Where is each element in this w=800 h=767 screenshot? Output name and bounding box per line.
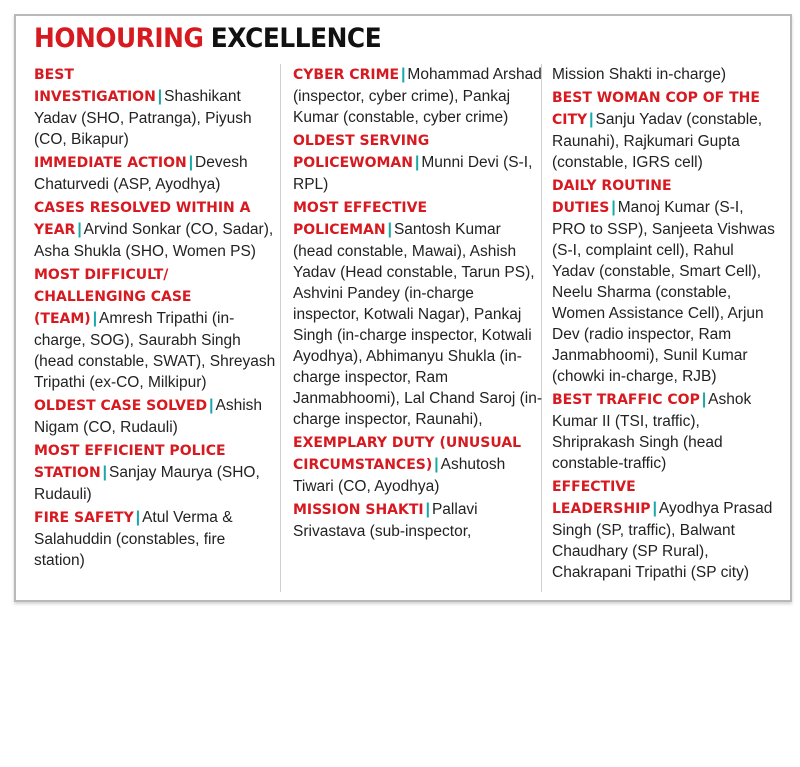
award-entry <box>552 87 780 173</box>
award-recipients: Shashikant Yadav (SHO, Patranga), Piyush (CO, Bikapur) <box>34 88 252 148</box>
award-category: FIRE SAFETY <box>34 510 134 526</box>
award-entry <box>293 64 543 128</box>
award-recipients: Munni Devi (S-I, RPL) <box>293 154 533 193</box>
separator-bar: | <box>387 221 392 238</box>
award-category: EXEMPLARY DUTY (UNUSUAL CIRCUMSTANCES) <box>293 435 522 473</box>
award-recipients: Atul Verma & Salahuddin (constables, fire station) <box>34 509 233 569</box>
separator-bar: | <box>157 88 163 105</box>
separator-bar: | <box>425 501 430 518</box>
page-title <box>34 22 381 56</box>
separator-bar: | <box>188 154 194 171</box>
award-recipients: Sanju Yadav (constable, Raunahi), Rajkumari Gupta (constable, IGRS cell) <box>552 111 763 171</box>
awards-column-3 <box>552 64 780 585</box>
awards-column-2 <box>293 64 543 544</box>
award-entry <box>293 197 543 430</box>
award-entry <box>34 264 280 393</box>
separator-bar: | <box>102 464 108 481</box>
award-recipients: Ashok Kumar II (TSI, traffic), Shriprakash Singh (head constable-traffic) <box>552 391 752 472</box>
award-recipients: Ashutosh Tiwari (CO, Ayodhya) <box>293 456 506 495</box>
infographic-panel <box>14 14 792 602</box>
award-category: MOST DIFFICULT/ CHALLENGING CASE (TEAM) <box>34 267 192 327</box>
award-entry <box>293 499 543 542</box>
award-recipients: Mohammad Arshad (inspector, cyber crime), Pankaj Kumar (constable, cyber crime) <box>293 66 542 126</box>
award-category: IMMEDIATE ACTION <box>34 155 187 171</box>
column-divider <box>280 64 281 592</box>
separator-bar: | <box>92 310 98 327</box>
separator-bar: | <box>434 456 439 473</box>
award-entry <box>34 507 280 571</box>
award-entry <box>34 64 280 150</box>
awards-column-1 <box>34 64 280 573</box>
separator-bar: | <box>701 391 707 408</box>
title-part-excellence: EXCELLENCE <box>210 23 382 54</box>
award-entry <box>34 197 280 262</box>
award-entry <box>34 152 280 195</box>
award-entry <box>34 395 280 438</box>
award-entry <box>552 64 780 85</box>
award-category: BEST TRAFFIC COP <box>552 392 700 408</box>
separator-bar: | <box>589 111 594 128</box>
award-recipients: Sanjay Maurya (SHO, Rudauli) <box>34 464 260 503</box>
award-category: OLDEST SERVING POLICEWOMAN <box>293 133 430 171</box>
separator-bar: | <box>414 154 420 171</box>
award-recipients: Mission Shakti in-charge) <box>552 66 727 83</box>
award-category: CASES RESOLVED WITHIN A YEAR <box>34 200 251 238</box>
separator-bar: | <box>611 199 616 216</box>
title-part-honouring: HONOURING <box>34 23 204 54</box>
award-category: BEST WOMAN COP OF THE CITY <box>552 90 760 128</box>
separator-bar: | <box>401 66 406 83</box>
award-entry <box>293 432 543 497</box>
award-entry <box>552 389 780 474</box>
award-category: EFFECTIVE LEADERSHIP <box>552 479 651 517</box>
award-category: OLDEST CASE SOLVED <box>34 398 208 414</box>
award-recipients: Amresh Tripathi (in-charge, SOG), Saurabh Singh (head constable, SWAT), Shreyash Tripathi (ex-CO, Milkipur) <box>34 310 276 391</box>
separator-bar: | <box>77 221 82 238</box>
award-category: MOST EFFECTIVE POLICEMAN <box>293 200 428 238</box>
award-recipients: Ayodhya Prasad Singh (SP, traffic), Balwant Chaudhary (SP Rural), Chakrapani Tripathi (SP city) <box>552 500 773 581</box>
separator-bar: | <box>652 500 657 517</box>
award-recipients: Ashish Nigam (CO, Rudauli) <box>34 397 263 436</box>
award-recipients: Arvind Sonkar (CO, Sadar), Asha Shukla (SHO, Women PS) <box>34 221 274 260</box>
award-recipients: Devesh Chaturvedi (ASP, Ayodhya) <box>34 154 248 193</box>
award-category: CYBER CRIME <box>293 67 400 83</box>
award-entry <box>552 175 780 387</box>
separator-bar: | <box>135 509 141 526</box>
award-entry <box>34 440 280 505</box>
award-recipients: Pallavi Srivastava (sub-inspector, <box>293 501 478 540</box>
award-entry <box>293 130 543 195</box>
award-entry <box>552 476 780 583</box>
award-category: MISSION SHAKTI <box>293 502 424 518</box>
award-category: BEST INVESTIGATION <box>34 67 156 105</box>
award-recipients: Manoj Kumar (S-I, PRO to SSP), Sanjeeta Vishwas (S-I, complaint cell), Rahul Yadav (constable, Smart Cell), Neelu Sharma (constable, Women Assistance Cell), Arjun Dev (radio inspector, Ram Janmabhoomi), Sunil Kumar (chowki in-charge, RJB) <box>552 199 775 385</box>
award-recipients: Santosh Kumar (head constable, Mawai), Ashish Yadav (Head constable, Tarun PS), Ashvini Pandey (in-charge inspector, Kotwali Nagar), Pankaj Singh (in-charge inspector, Kotwali Ayodhya), Abhimanyu Shukla (in-charge inspector, Ram Janmabhoomi), Lal Chand Saroj (in-charge inspector, Raunahi), <box>293 221 542 428</box>
separator-bar: | <box>209 397 214 414</box>
award-category: DAILY ROUTINE DUTIES <box>552 178 672 216</box>
award-category: MOST EFFICIENT POLICE STATION <box>34 443 226 481</box>
